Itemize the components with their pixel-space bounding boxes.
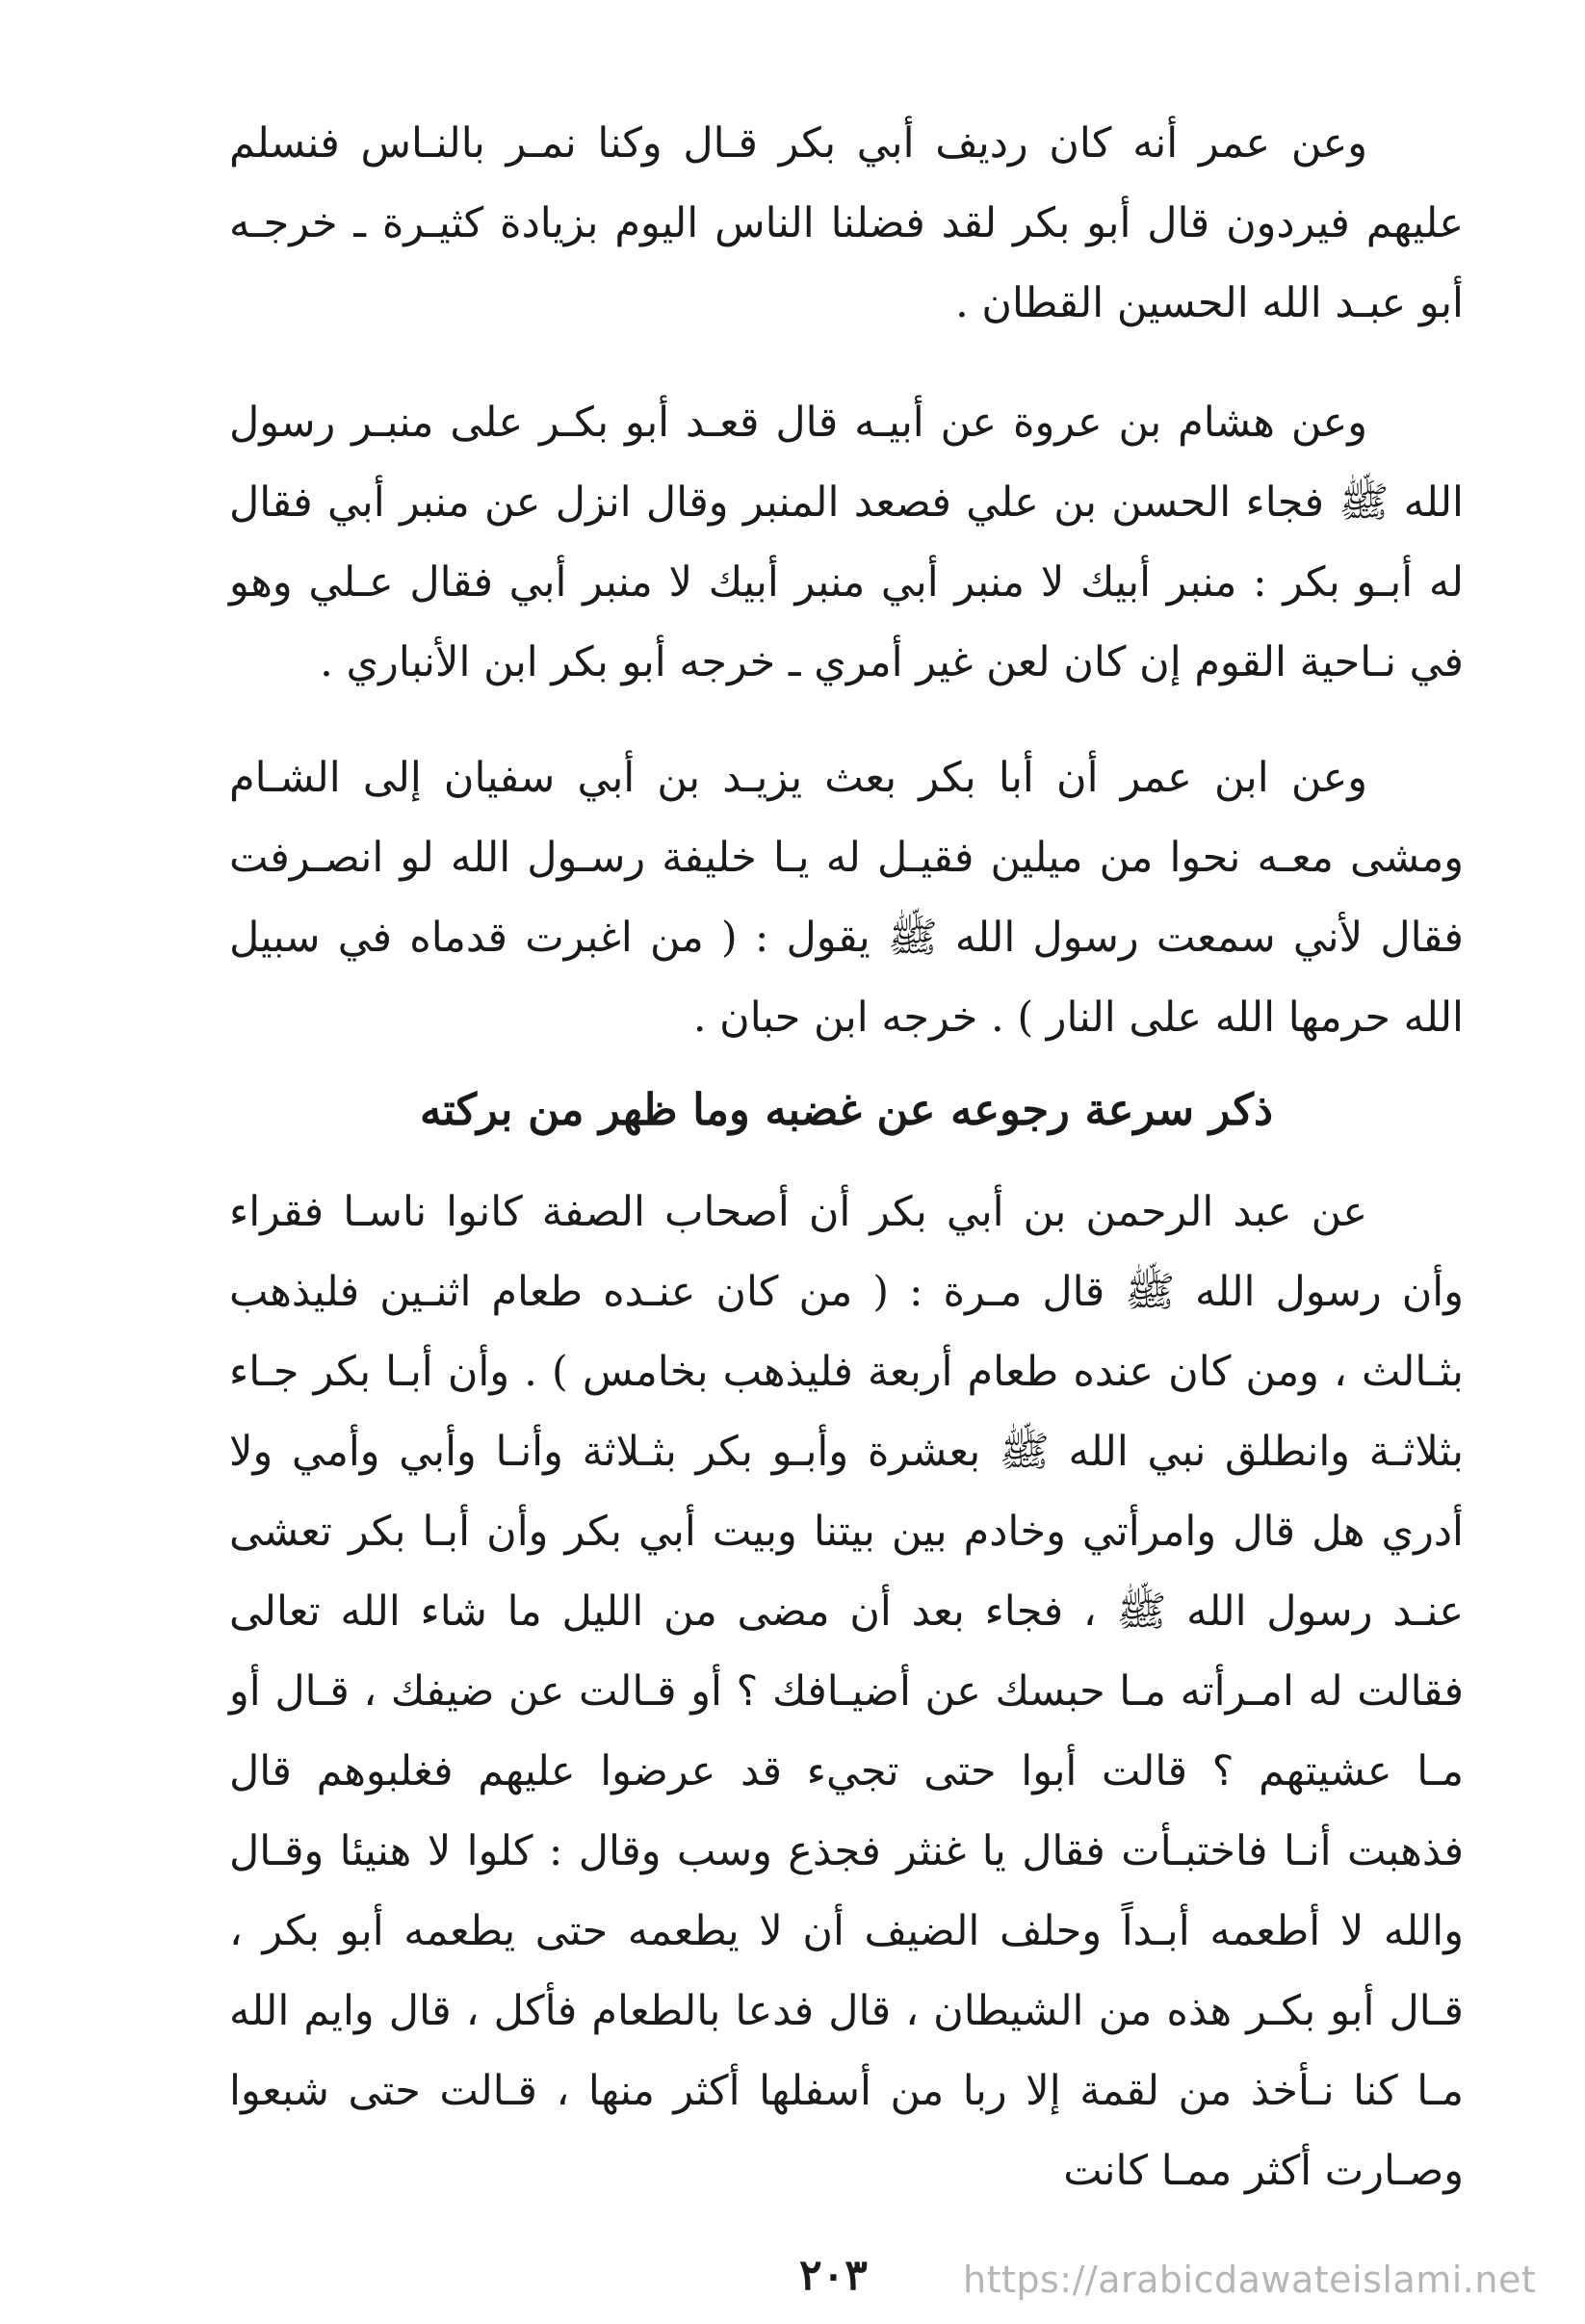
page-number: ٢٠٣	[799, 2251, 868, 2300]
section-heading: ذكر سرعة رجوعه عن غضبه وما ظهر من بركته	[419, 1084, 1274, 1135]
paragraph-3-text: وعن ابن عمر أن أبا بكر بعث يزيـد بن أبي سفيان إلى الشـام ومشى معـه نحوا من ميلين فقيـل له يـا خليفة رسـول الله لو انصـرفت فقال لأني سمعت رسول الله ﷺ يقول : ( من اغبرت قدماه في سبيل الله حرمها الله على النار ) . خرجه ابن حبان .	[229, 754, 1464, 1042]
paragraph-2-text: وعن هشام بن عروة عن أبيـه قال قعـد أبو بكـر على منبـر رسول الله ﷺ فجاء الحسن بن علي فصعد المنبر وقال انزل عن منبر أبي فقال له أبـو بكر : منبر أبيك لا منبر أبي منبر أبيك لا منبر أبي فقال عـلي وهو في نـاحية القوم إن كان لعن غير أمري ـ خرجه أبو بكر ابن الأنباري .	[229, 399, 1464, 686]
paragraph-4	[229, 1173, 1464, 2211]
paragraph-4-text: عن عبد الرحمن بن أبي بكر أن أصحاب الصفة كانوا ناسـا فقراء وأن رسول الله ﷺ قال مـرة : ( من كان عنـده طعام اثنـين فليذهب بثـالث ، ومن كان عنده طعام أربعة فليذهب بخامس ) . وأن أبـا بكر جـاء بثلاثـة وانطلق نبي الله ﷺ بعشرة وأبـو بكر بثـلاثة وأنـا وأبي وأمي ولا أدري هل قال وامرأتي وخادم بين بيتنا وبيت أبي بكر وأن أبـا بكر تعشى عنـد رسول الله ﷺ ، فجاء بعد أن مضى من الليل ما شاء الله تعالى فقالت له امـرأته مـا حبسك عن أضيـافك ؟ أو قـالت عن ضيفك ، قـال أو مـا عشيتهم ؟ قالت أبوا حتى تجيء قد عرضوا عليهم فغلبوهم قال فذهبت أنـا فاختبـأت فقال يا غنثر فجذع وسب وقال : كلوا لا هنيئا وقـال والله لا أطعمه أبـداً وحلف الضيف أن لا يطعمه حتى يطعمه أبو بكر ، قـال أبو بكـر هذه من الشيطان ، قال فدعا بالطعام فأكل ، قال وايم الله مـا كنا نـأخذ من لقمة إلا ربا من أسفلها أكثر منها ، قـالت حتى شبعوا وصـارت أكثر ممـا كانت	[229, 1188, 1464, 2195]
paragraph-1	[229, 104, 1464, 344]
paragraph-3	[229, 738, 1464, 1058]
paragraph-2	[229, 383, 1464, 703]
paragraph-1-text: وعن عمر أنه كان رديف أبي بكر قـال وكنا نمـر بالنـاس فنسلم عليهم فيردون قال أبو بكر لقد فضلنا الناس اليوم بزيادة كثيـرة ـ خرجـه أبو عبـد الله الحسين القطان .	[229, 119, 1464, 327]
source-watermark: https://arabicdawateislami.net	[963, 2259, 1537, 2301]
